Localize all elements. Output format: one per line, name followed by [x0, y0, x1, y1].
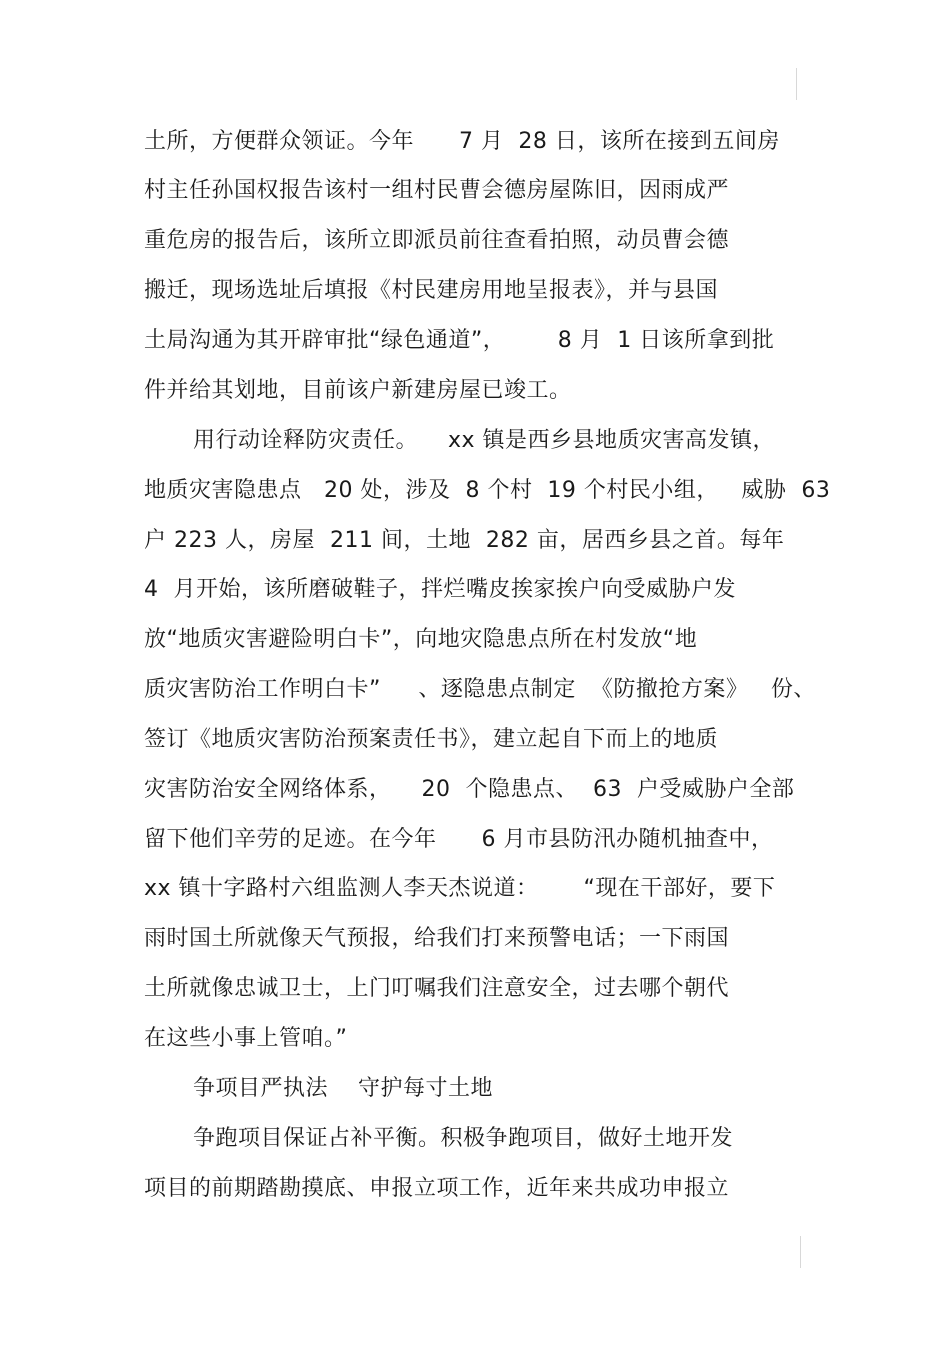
text-line: 4 月开始，该所磨破鞋子，拌烂嘴皮挨家挨户向受威胁户发 [144, 577, 736, 602]
text-line: 土所，方便群众领证。今年 7 月 28 日，该所在接到五间房 [144, 129, 780, 154]
text-line: 户 223 人，房屋 211 间，土地 282 亩，居西乡县之首。每年 [144, 528, 785, 553]
paragraph-first-line: 用行动诠释防灾责任。 xx 镇是西乡县地质灾害高发镇， [193, 428, 776, 453]
text-line: 地质灾害隐患点 20 处，涉及 8 个村 19 个村民小组， 威胁 63 [144, 478, 831, 503]
text-line: 签订《地质灾害防治预案责任书》，建立起自下而上的地质 [144, 727, 719, 752]
margin-mark-bottom [800, 1236, 801, 1268]
text-line: 留下他们辛劳的足迹。在今年 6 月市县防汛办随机抽查中， [144, 827, 774, 852]
text-line: 放“地质灾害避险明白卡”，向地灾隐患点所在村发放“地 [144, 627, 698, 652]
section-heading: 争项目严执法 守护每寸土地 [193, 1076, 493, 1101]
text-line: 质灾害防治工作明白卡” 、逐隐患点制定 《防撤抢方案》 份、 [144, 677, 816, 702]
text-line: 村主任孙国权报告该村一组村民曹会德房屋陈旧，因雨成严 [144, 178, 730, 203]
text-line: 重危房的报告后，该所立即派员前往查看拍照，动员曹会德 [144, 228, 730, 253]
text-line: 项目的前期踏勘摸底、申报立项工作，近年来共成功申报立 [144, 1176, 730, 1201]
text-line: xx 镇十字路村六组监测人李天杰说道： “现在干部好，要下 [144, 876, 776, 901]
paragraph-first-line: 争跑项目保证占补平衡。积极争跑项目，做好土地开发 [193, 1126, 734, 1151]
text-line: 土所就像忠诚卫士，上门叮嘱我们注意安全，过去哪个朝代 [144, 976, 730, 1001]
text-line: 灾害防治安全网络体系， 20 个隐患点、 63 户受威胁户全部 [144, 777, 795, 802]
text-line: 件并给其划地，目前该户新建房屋已竣工。 [144, 378, 572, 403]
text-line: 土局沟通为其开辟审批“绿色通道”， 8 月 1 日该所拿到批 [144, 328, 775, 353]
margin-mark-top [796, 68, 797, 100]
text-line: 在这些小事上管咱。” [144, 1026, 348, 1051]
text-line: 雨时国土所就像天气预报，给我们打来预警电话；一下雨国 [144, 926, 730, 951]
text-line: 搬迁，现场选址后填报《村民建房用地呈报表》，并与县国 [144, 278, 719, 303]
